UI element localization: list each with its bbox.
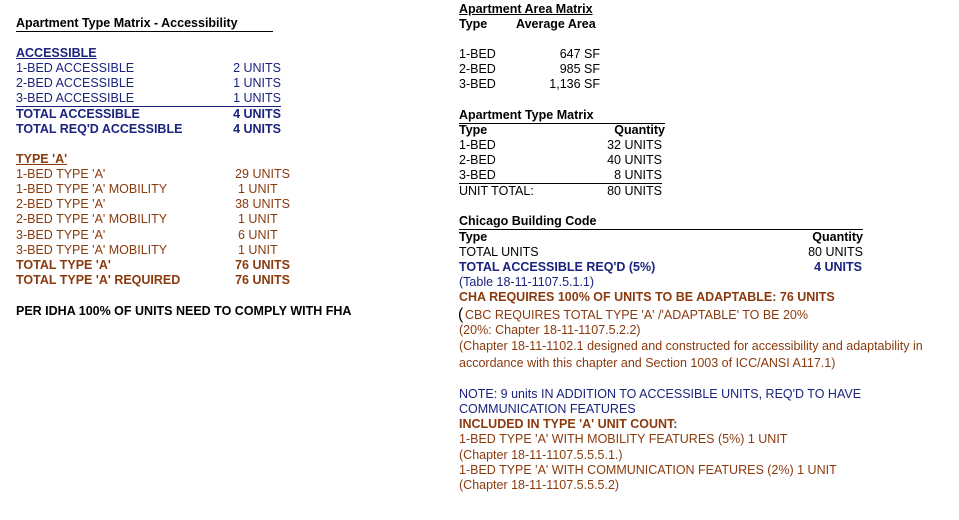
note-line: NOTE: 9 units IN ADDITION TO ACCESSIBLE UNITS, REQ'D TO HAVE: [459, 387, 862, 401]
type-matrix-row-type: 1-BED: [459, 138, 496, 152]
type-a-row-value: 29 UNITS: [235, 167, 290, 181]
accessible-row-label: 2-BED ACCESSIBLE: [16, 76, 135, 90]
type-matrix-row-type: 2-BED: [459, 153, 496, 167]
accessible-row-label: 1-BED ACCESSIBLE: [16, 61, 135, 75]
type-matrix-row-type: 3-BED: [459, 168, 496, 182]
type-a-total-label: TOTAL TYPE 'A': [16, 258, 111, 272]
type-matrix-title: Apartment Type Matrix: [459, 108, 594, 122]
accessible-total-label: TOTAL ACCESSIBLE: [16, 107, 140, 121]
type-a-row-label: 3-BED TYPE 'A': [16, 228, 106, 242]
note-mobility-line: 1-BED TYPE 'A' WITH MOBILITY FEATURES (5%) 1 UNIT: [459, 432, 788, 446]
accessibility-matrix-title: Apartment Type Matrix - Accessibility: [16, 16, 238, 30]
cbc-chapter-line: accordance with this chapter and Section 1003 of ICC/ANSI A117.1): [459, 356, 836, 370]
type-a-row-label: 2-BED TYPE 'A' MOBILITY: [16, 212, 168, 226]
cbc-accessible-label: TOTAL ACCESSIBLE REQ'D (5%): [459, 260, 656, 274]
area-row-type: 3-BED: [459, 77, 496, 91]
type-a-row-value: 1 UNIT: [238, 182, 278, 196]
type-a-row-label: 1-BED TYPE 'A' MOBILITY: [16, 182, 168, 196]
cha-adaptable-line: CHA REQUIRES 100% OF UNITS TO BE ADAPTABLE: 76 UNITS: [459, 290, 835, 304]
area-matrix-title: Apartment Area Matrix: [459, 2, 593, 16]
type-matrix-row-qty: 40 UNITS: [607, 153, 662, 167]
cbc-total-units-label: TOTAL UNITS: [459, 245, 539, 259]
accessible-row-label: 3-BED ACCESSIBLE: [16, 91, 135, 105]
type-a-row-value: 38 UNITS: [235, 197, 290, 211]
type-a-heading: TYPE 'A': [16, 152, 68, 166]
area-row-type: 1-BED: [459, 47, 496, 61]
accessible-row-value: 1 UNITS: [233, 91, 281, 105]
type-matrix-total-label: UNIT TOTAL:: [459, 184, 534, 198]
idha-note: PER IDHA 100% OF UNITS NEED TO COMPLY WITH FHA: [16, 304, 352, 318]
title-underline: [16, 31, 273, 32]
type-a-row-label: 2-BED TYPE 'A': [16, 197, 106, 211]
accessible-required-label: TOTAL REQ'D ACCESSIBLE: [16, 122, 183, 136]
accessible-heading: ACCESSIBLE: [16, 46, 97, 60]
area-row-value: 985 SF: [559, 62, 600, 76]
accessible-row-value: 2 UNITS: [233, 61, 281, 75]
type-a-row-value: 1 UNIT: [238, 243, 278, 257]
area-row-value: 1,136 SF: [549, 77, 600, 91]
area-col-average: Average Area: [516, 17, 596, 31]
cbc-chapter-line: (Chapter 18-11-1102.1 designed and constructed for accessibility and adaptability in: [459, 339, 923, 353]
type-a-required-label: TOTAL TYPE 'A' REQUIRED: [16, 273, 181, 287]
cbc-col-quantity: Quantity: [812, 230, 863, 244]
area-col-type: Type: [459, 17, 488, 31]
area-row-type: 2-BED: [459, 62, 496, 76]
type-a-row-label: 1-BED TYPE 'A': [16, 167, 106, 181]
accessible-total-value: 4 UNITS: [233, 107, 281, 121]
cbc-table-ref: (Table 18-11-1107.5.1.1): [459, 275, 595, 289]
area-row-value: 647 SF: [559, 47, 600, 61]
note-mobility-ref: (Chapter 18-11-1107.5.5.5.1.): [459, 448, 623, 462]
type-a-required-value: 76 UNITS: [235, 273, 290, 287]
type-matrix-total-value: 80 UNITS: [607, 184, 662, 198]
cbc-total-units-value: 80 UNITS: [808, 245, 863, 259]
cbc-accessible-value: 4 UNITS: [814, 260, 862, 274]
type-matrix-row-qty: 32 UNITS: [607, 138, 662, 152]
type-a-row-value: 6 UNIT: [238, 228, 278, 242]
cbc-col-type: Type: [459, 230, 488, 244]
note-line: COMMUNICATION FEATURES: [459, 402, 636, 416]
cbc-type-a-line: CBC REQUIRES TOTAL TYPE 'A' /'ADAPTABLE' TO BE 20%: [465, 308, 808, 322]
accessible-row-value: 1 UNITS: [233, 76, 281, 90]
type-matrix-col-type: Type: [459, 123, 488, 137]
type-a-row-value: 1 UNIT: [238, 212, 278, 226]
cbc-type-a-ref: (20%: Chapter 18-11-1107.5.2.2): [459, 323, 641, 337]
note-communication-line: 1-BED TYPE 'A' WITH COMMUNICATION FEATURES (2%) 1 UNIT: [459, 463, 837, 477]
note-communication-ref: (Chapter 18-11-1107.5.5.5.2): [459, 478, 620, 492]
cbc-title: Chicago Building Code: [459, 214, 597, 228]
type-matrix-col-quantity: Quantity: [614, 123, 665, 137]
note-included-heading: INCLUDED IN TYPE 'A' UNIT COUNT:: [459, 417, 678, 431]
accessible-required-value: 4 UNITS: [233, 122, 281, 136]
type-matrix-row-qty: 8 UNITS: [614, 168, 662, 182]
cbc-open-paren: (: [458, 306, 464, 323]
type-a-total-value: 76 UNITS: [235, 258, 290, 272]
type-a-row-label: 3-BED TYPE 'A' MOBILITY: [16, 243, 168, 257]
